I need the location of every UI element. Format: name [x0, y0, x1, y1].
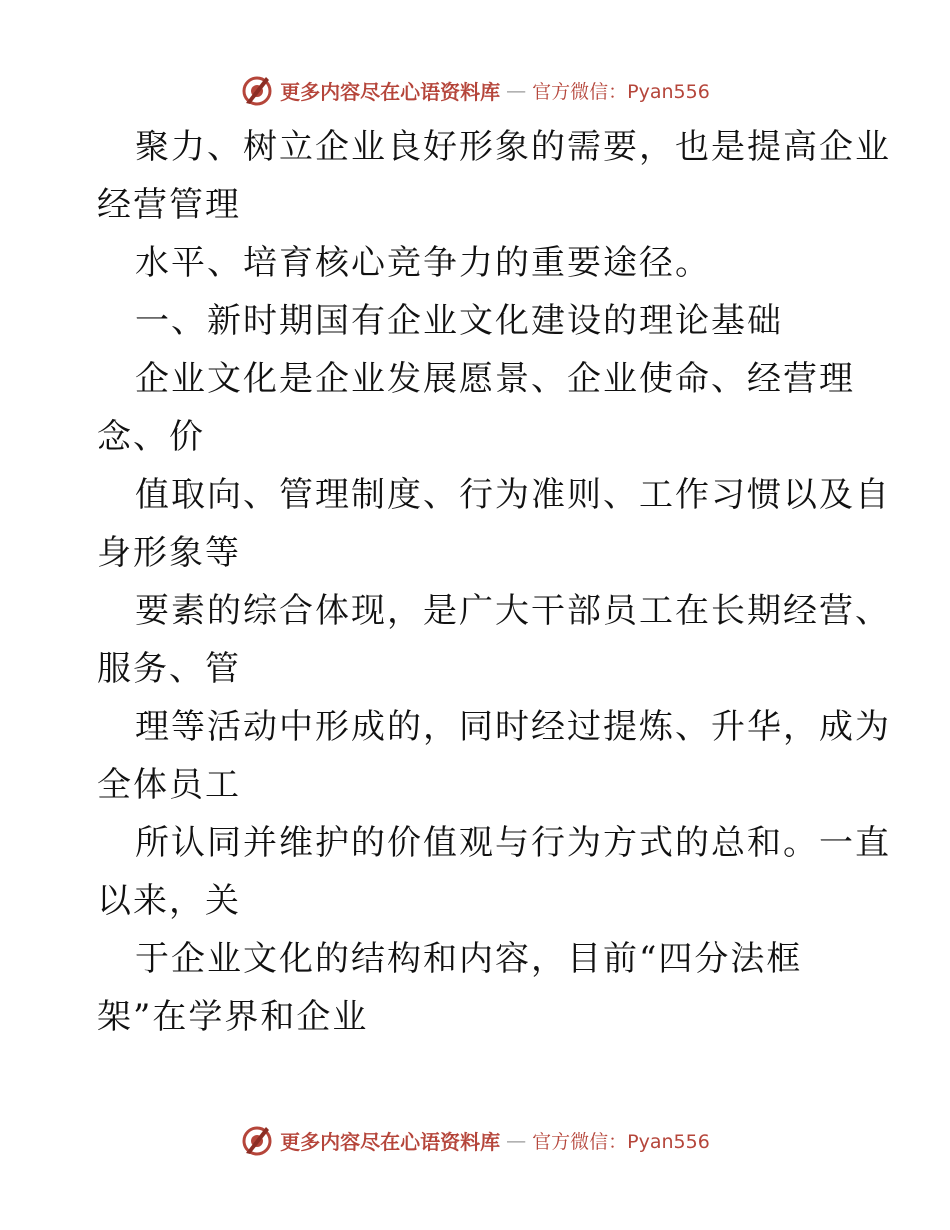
text-line: 以来，关: [97, 881, 241, 921]
quill-seal-icon: [240, 73, 274, 107]
text-line: 要素的综合体现，是广大干部员工在长期经营、: [135, 591, 891, 631]
text-line: 理等活动中形成的，同时经过提炼、升华，成为: [135, 707, 891, 747]
text-line: 聚力、树立企业良好形象的需要，也是提高企业: [135, 127, 891, 167]
banner-separator: —: [506, 1128, 527, 1152]
text-line: 身形象等: [97, 533, 241, 573]
quill-seal-icon: [240, 1123, 274, 1157]
text-line: 全体员工: [97, 765, 241, 805]
banner-wechat-text: 官方微信：Pyan556: [532, 1130, 710, 1153]
banner-separator: —: [506, 78, 527, 102]
text-line: 水平、培育核心竞争力的重要途径。: [135, 243, 711, 283]
header-banner: [0, 70, 950, 110]
text-line: 架”在学界和企业: [97, 997, 369, 1037]
text-line: 服务、管: [97, 649, 241, 689]
text-line: 企业文化是企业发展愿景、企业使命、经营理: [135, 359, 855, 399]
section-heading: 一、新时期国有企业文化建设的理论基础: [135, 301, 783, 341]
text-line: 值取向、管理制度、行为准则、工作习惯以及自: [135, 475, 891, 515]
banner-site-text: 更多内容尽在心语资料库: [280, 1129, 501, 1154]
document-body: [97, 118, 891, 1046]
text-line: 所认同并维护的价值观与行为方式的总和。一直: [135, 823, 891, 863]
text-line: 经营管理: [97, 185, 241, 225]
text-line: 于企业文化的结构和内容，目前“四分法框: [135, 939, 803, 979]
footer-banner: [0, 1120, 950, 1160]
text-line: 念、价: [97, 417, 205, 457]
banner-wechat-text: 官方微信：Pyan556: [532, 80, 710, 103]
banner-site-text: 更多内容尽在心语资料库: [280, 79, 501, 104]
